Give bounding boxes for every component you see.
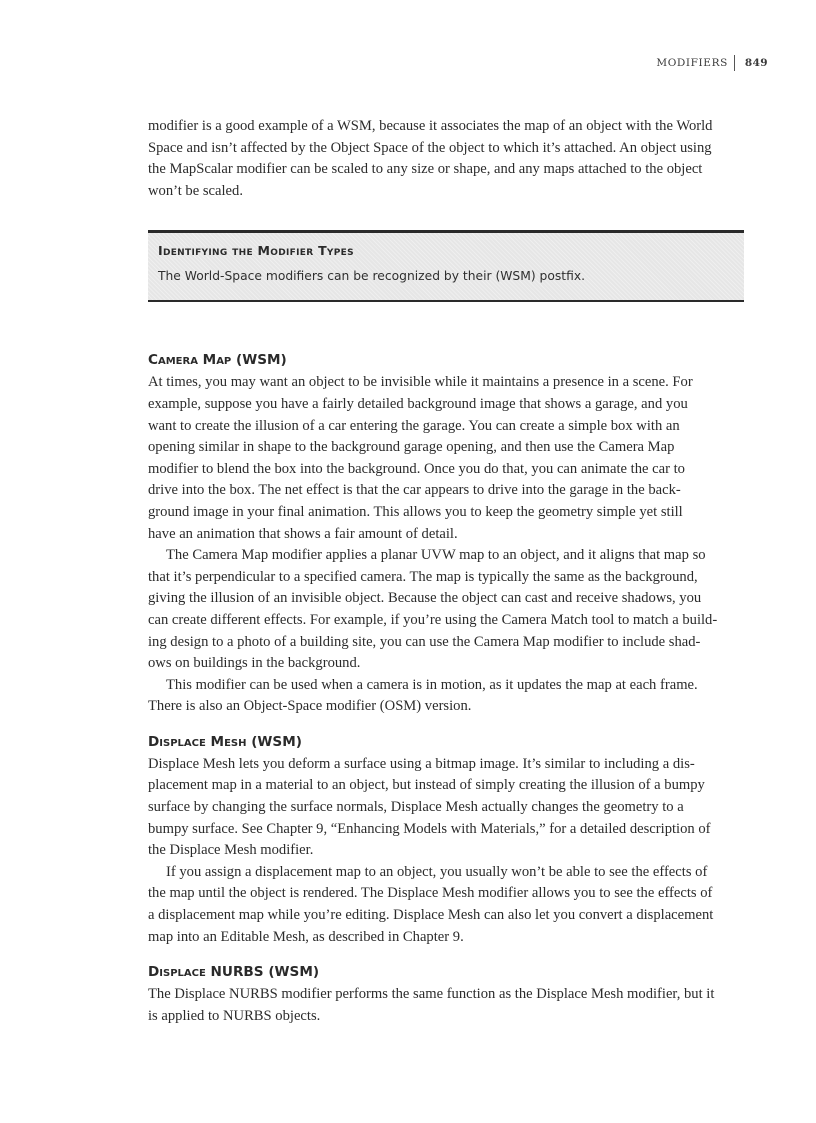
camera-map-paragraph-2: The Camera Map modifier applies a planar UVW map to an object, and it aligns that map so that it’s perpendicular to a specified camera. The map is typically the same as the background, giving the illusion of an invisible object. Because the object can cast and receive shadows, you can create different effects. For example, if you’re using the Camera Match tool to match a build- ing design to a photo of a building site, you can use the Camera Map modifier to include shad- ows on buildings in the background. — [148, 547, 718, 672]
section-heading-displace-nurbs: Displace NURBS (WSM) — [148, 964, 320, 981]
running-head — [656, 55, 768, 71]
displace-mesh-paragraph-1: Displace Mesh lets you deform a surface using a bitmap image. It’s similar to including a dis- placement map in a material to an object, but instead of simply creating the illusion of a bumpy surface by changing the surface normals, Displace Mesh actually changes the geometry to a bumpy surface. See Chapter 9, “Enhancing Models with Materials,” for a detailed description of the Displace Mesh modifier. — [148, 755, 711, 859]
section-name: MODIFIERS — [656, 57, 728, 69]
header-divider — [734, 55, 735, 71]
displace-nurbs-paragraph-1: The Displace NURBS modifier performs the same function as the Displace Mesh modifier, but it is applied to NURBS objects. — [148, 986, 715, 1024]
section-heading-displace-mesh: Displace Mesh (WSM) — [148, 733, 302, 750]
section-heading-camera-map: Camera Map (WSM) — [148, 352, 287, 369]
note-body: The World-Space modifiers can be recognized by their (WSM) postfix. — [158, 269, 586, 284]
page-number: 849 — [744, 57, 768, 69]
camera-map-paragraph-1: At times, you may want an object to be invisible while it maintains a presence in a scene. For example, suppose you have a fairly detailed background image that shows a garage, and you want to create the illusion of a car entering the garage. You can create a simple box with an opening similar in shape to the background garage opening, and then use the Camera Map modifier to blend the box into the background. Once you do that, you can animate the car to drive into the box. The net effect is that the car appears to drive into the garage in the back- ground image in your final animation. This allows you to keep the geometry simple yet still have an animation that shows a fair amount of detail. — [148, 374, 693, 542]
camera-map-paragraph-3: This modifier can be used when a camera is in motion, as it updates the map at each frame. There is also an Object-Space modifier (OSM) version. — [148, 676, 698, 715]
intro-paragraph: modifier is a good example of a WSM, because it associates the map of an object with the World Space and isn’t affected by the Object Space of the object to which it’s attached. An object using the MapScalar modifier can be scaled to any size or shape, and any maps attached to the object won’t be scaled. — [148, 118, 713, 199]
page-body — [148, 116, 744, 1027]
displace-mesh-paragraph-2: If you assign a displacement map to an object, you usually won’t be able to see the effects of the map until the object is rendered. The Displace Mesh modifier allows you to see the effects of a displacement map while you’re editing. Displace Mesh can also let you convert a displacement map into an Editable Mesh, as described in Chapter 9. — [148, 863, 714, 945]
note-box — [148, 230, 744, 302]
note-title: Identifying the Modifier Types — [158, 243, 354, 259]
